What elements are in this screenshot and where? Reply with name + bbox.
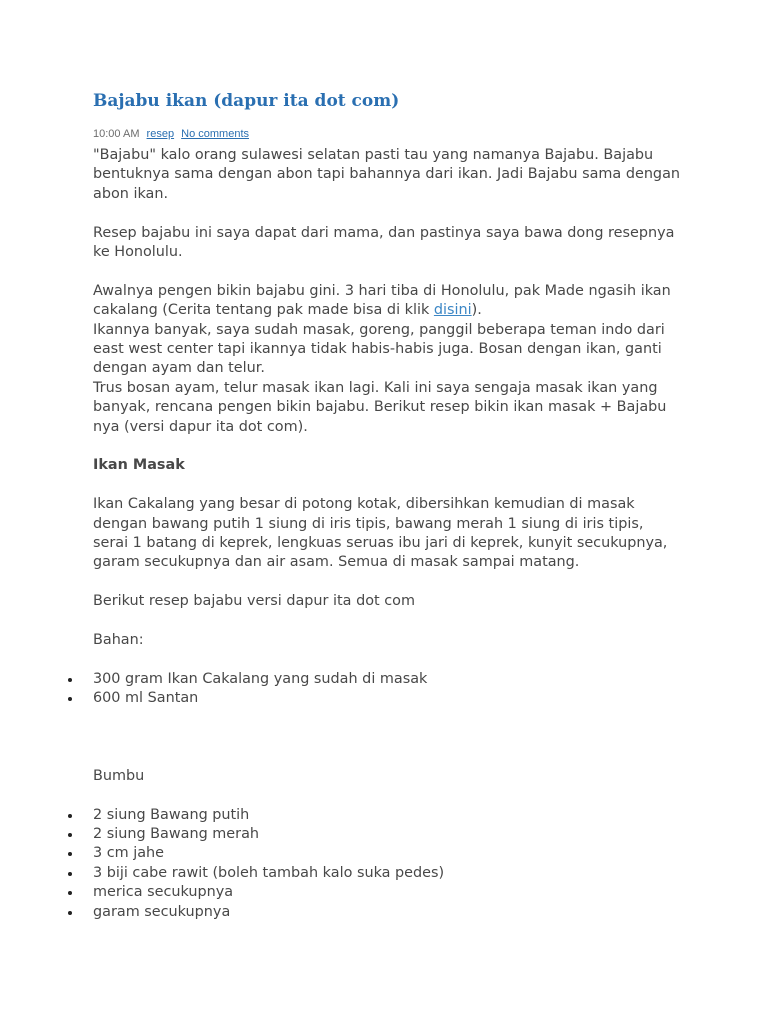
post-label-link[interactable]: resep xyxy=(146,128,175,140)
paragraph-3-text: Awalnya pengen bikin bajabu gini. 3 hari tiba di Honolulu, pak Made ngasih ikan cakalang (Cerita tentang pak made bisa di klik xyxy=(93,282,671,319)
paragraph-3 xyxy=(93,282,683,321)
post-meta xyxy=(93,128,249,140)
list-item: 2 siung Bawang merah xyxy=(93,825,683,844)
list-item: 600 ml Santan xyxy=(93,689,683,708)
paragraph-3-line-2: Ikannya banyak, saya sudah masak, goreng, panggil beberapa teman indo dari east west center tapi ikannya tidak habis-habis juga. Bosan dengan ikan, ganti dengan ayam dan telur. xyxy=(93,321,665,377)
bumbu-label: Bumbu xyxy=(93,767,145,784)
bahan-list xyxy=(93,670,683,709)
paragraph-3-end: ). xyxy=(471,302,482,319)
post-title: Bajabu ikan (dapur ita dot com) xyxy=(93,91,400,111)
paragraph-2: Resep bajabu ini saya dapat dari mama, dan pastinya saya bawa dong resepnya ke Honolulu. xyxy=(93,224,675,261)
ikan-masak-heading: Ikan Masak xyxy=(93,457,185,474)
list-item: 3 cm jahe xyxy=(93,844,683,863)
bahan-label: Bahan: xyxy=(93,632,144,649)
list-item: 300 gram Ikan Cakalang yang sudah di masak xyxy=(93,670,683,689)
post-comments-link[interactable]: No comments xyxy=(181,128,249,140)
disini-link[interactable]: disini xyxy=(433,302,472,319)
post-time: 10:00 AM xyxy=(93,128,140,140)
post-body xyxy=(93,146,683,922)
bumbu-list xyxy=(93,806,683,922)
intro-paragraph: "Bajabu" kalo orang sulawesi selatan pasti tau yang namanya Bajabu. Bajabu bentuknya sama dengan abon tapi bahannya dari ikan. Jadi Bajabu sama dengan abon ikan. xyxy=(93,147,681,202)
paragraph-3-line-3: Trus bosan ayam, telur masak ikan lagi. Kali ini saya sengaja masak ikan yang banyak, rencana pengen bikin bajabu. Berikut resep bikin ikan masak + Bajabu nya (versi dapur ita dot com). xyxy=(93,379,667,435)
list-item: 3 biji cabe rawit (boleh tambah kalo suka pedes) xyxy=(93,864,683,883)
ikan-masak-paragraph: Ikan Cakalang yang besar di potong kotak, dibersihkan kemudian di masak dengan bawang putih 1 siung di iris tipis, bawang merah 1 siung di iris tipis, serai 1 batang di keprek, lengkuas seruas ibu jari di keprek, kunyit secukupnya, garam secukupnya dan air asam. Semua di masak sampai matang. xyxy=(93,496,668,571)
list-item: garam secukupnya xyxy=(93,903,683,922)
list-item: 2 siung Bawang putih xyxy=(93,806,683,825)
list-item: merica secukupnya xyxy=(93,883,683,902)
berikut-paragraph: Berikut resep bajabu versi dapur ita dot com xyxy=(93,593,415,610)
